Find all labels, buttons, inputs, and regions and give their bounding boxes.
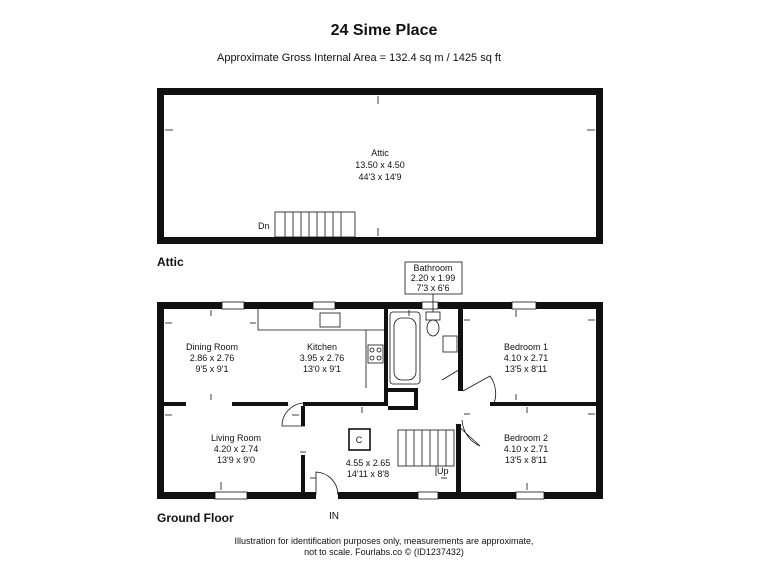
attic-room-text bbox=[258, 148, 405, 231]
ground-wall-right bbox=[596, 302, 603, 499]
ground-floor-label: Ground Floor bbox=[157, 511, 234, 525]
bathroom-text bbox=[411, 263, 456, 293]
hall-metric: 4.55 x 2.65 bbox=[345, 458, 391, 468]
attic-stairs bbox=[275, 212, 355, 237]
attic-name: Attic bbox=[371, 148, 389, 158]
attic-dn-label: Dn bbox=[258, 221, 270, 231]
hall-imperial: 14'11 x 8'8 bbox=[346, 469, 390, 479]
bedroom1-name: Bedroom 1 bbox=[503, 342, 549, 352]
bedroom2-text bbox=[504, 433, 549, 465]
bathroom-name: Bathroom bbox=[413, 263, 453, 273]
kitchen-metric: 3.95 x 2.76 bbox=[299, 353, 345, 363]
bedroom2-name: Bedroom 2 bbox=[503, 433, 549, 443]
attic-wall-bottom bbox=[157, 237, 603, 244]
kitchen-text bbox=[300, 342, 345, 374]
living-imperial: 13'9 x 9'0 bbox=[217, 455, 255, 465]
gross-area: Approximate Gross Internal Area = 132.4 sq m / 1425 sq ft bbox=[216, 52, 501, 64]
attic-wall-right bbox=[596, 88, 603, 244]
dining-metric: 2.86 x 2.76 bbox=[189, 353, 235, 363]
bathroom-metric: 2.20 x 1.99 bbox=[410, 273, 456, 283]
entrance-label: IN bbox=[329, 511, 339, 522]
hall-up-label: Up bbox=[437, 466, 449, 476]
disclaimer-line-1: Illustration for identification purposes only, measurements are approximate, bbox=[234, 536, 534, 546]
attic-wall-top bbox=[157, 88, 603, 95]
disclaimer-line-2: not to scale. Fourlabs.co © (ID1237432) bbox=[304, 547, 464, 557]
bedroom1-text bbox=[504, 342, 549, 374]
kitchen-imperial: 13'0 x 9'1 bbox=[303, 364, 341, 374]
plan-title: 24 Sime Place bbox=[330, 22, 438, 39]
living-metric: 4.20 x 2.74 bbox=[213, 444, 259, 454]
bedroom1-metric: 4.10 x 2.71 bbox=[503, 353, 549, 363]
bedroom1-imperial: 13'5 x 8'11 bbox=[504, 364, 548, 374]
bathroom-imperial: 7'3 x 6'6 bbox=[416, 283, 450, 293]
hall-text bbox=[346, 435, 449, 479]
attic-floor-label: Attic bbox=[157, 255, 184, 269]
disclaimer bbox=[0, 536, 768, 558]
ground-wall-left bbox=[157, 302, 164, 499]
attic-wall-left bbox=[157, 88, 164, 244]
attic-imperial: 44'3 x 14'9 bbox=[358, 172, 402, 182]
attic-metric: 13.50 x 4.50 bbox=[355, 160, 405, 170]
entrance-gap bbox=[316, 492, 338, 499]
bedroom2-metric: 4.10 x 2.71 bbox=[503, 444, 549, 454]
dining-name: Dining Room bbox=[185, 342, 239, 352]
bathroom-fixtures bbox=[390, 312, 457, 384]
bedroom2-imperial: 13'5 x 8'11 bbox=[504, 455, 548, 465]
entrance-door-swing bbox=[316, 472, 338, 495]
living-name: Living Room bbox=[210, 433, 262, 443]
cupboard-label: C bbox=[355, 435, 363, 445]
kitchen-name: Kitchen bbox=[306, 342, 338, 352]
dining-imperial: 9'5 x 9'1 bbox=[195, 364, 229, 374]
living-text bbox=[211, 433, 261, 465]
dining-text bbox=[186, 342, 238, 374]
